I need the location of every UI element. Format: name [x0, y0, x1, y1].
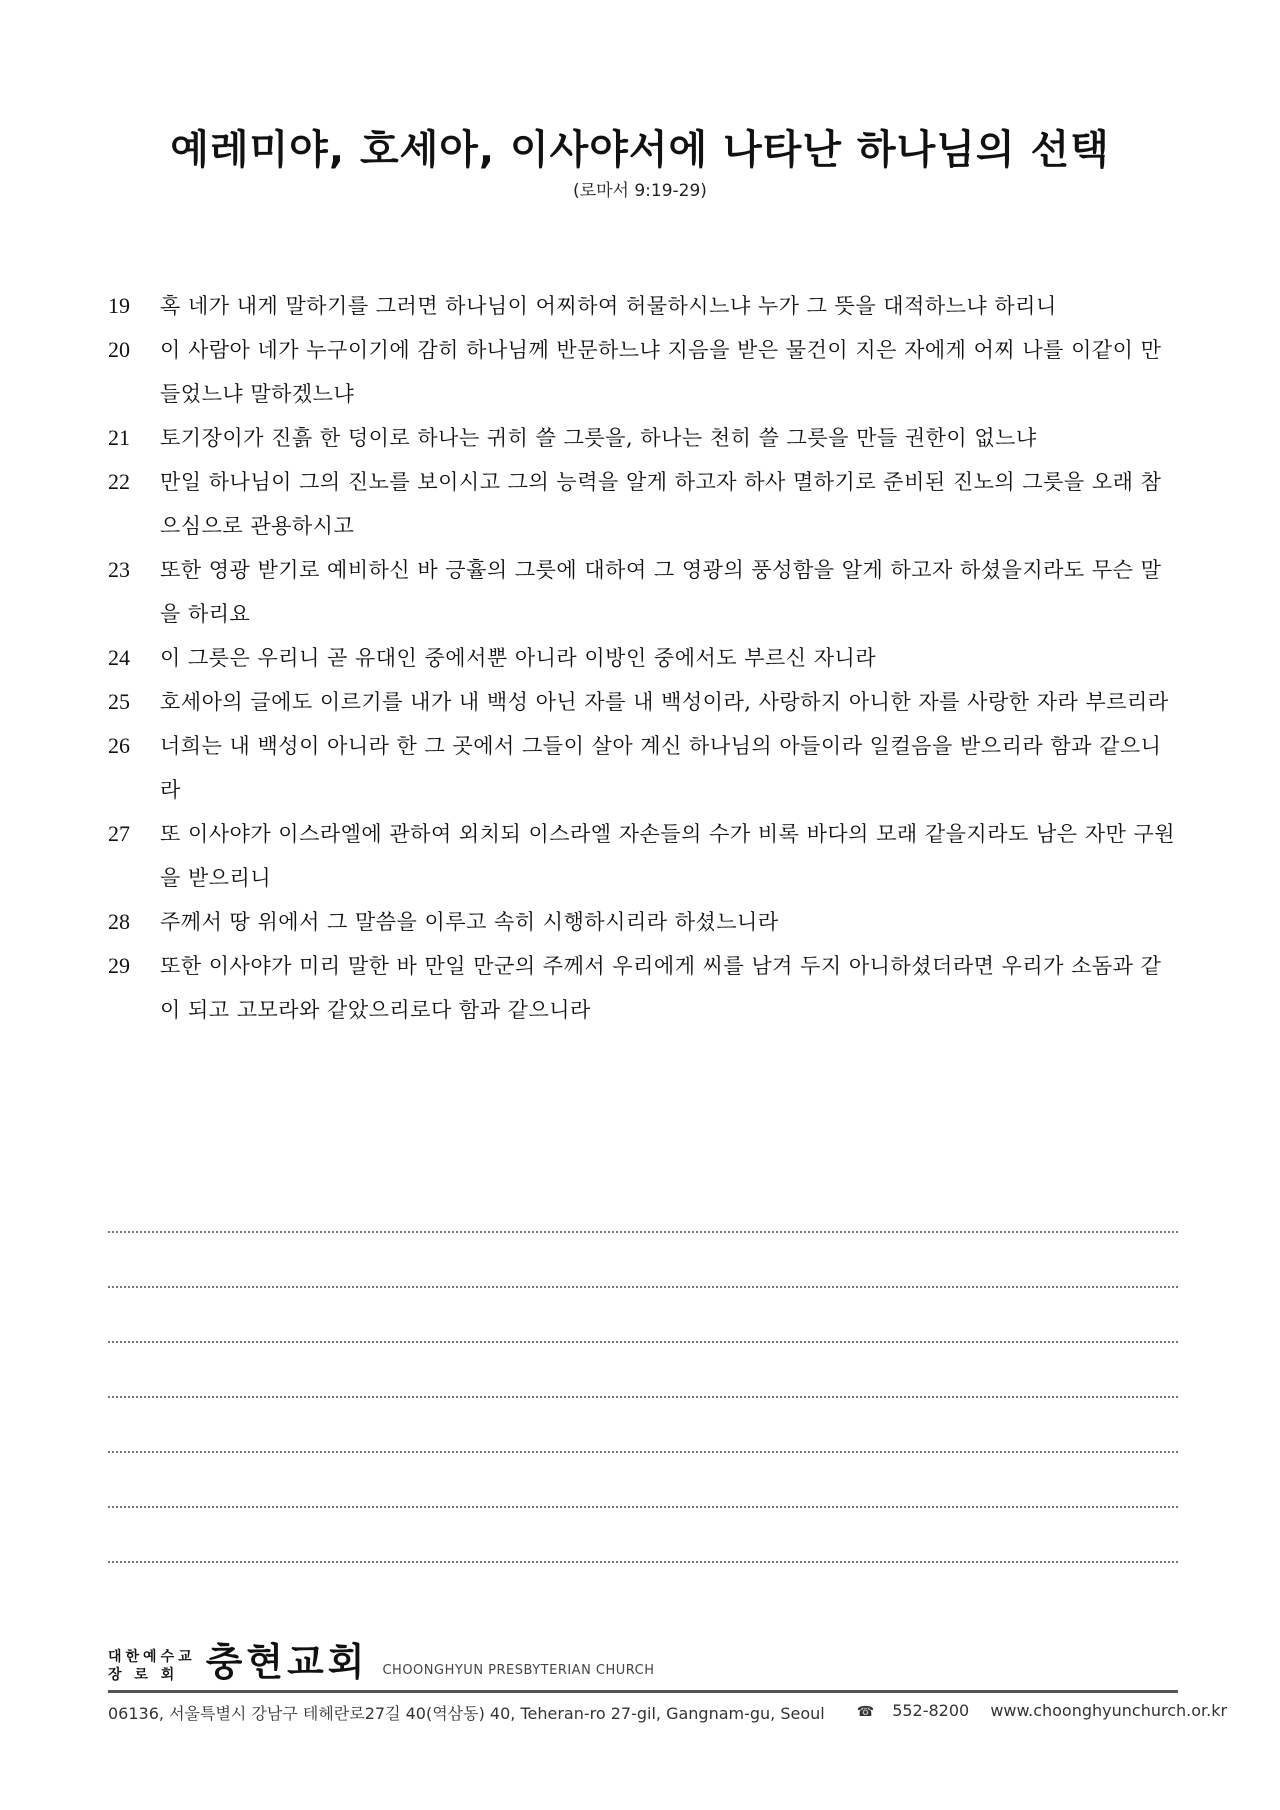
note-line [108, 1233, 1178, 1288]
verse-item [108, 284, 1178, 328]
verse-number: 27 [108, 821, 130, 846]
verse-item [108, 548, 1178, 636]
verse-number: 26 [108, 733, 130, 758]
verse-item [108, 680, 1178, 724]
denomination-label [108, 1648, 196, 1684]
verse-list [108, 284, 1178, 1032]
verse-number: 24 [108, 645, 130, 670]
note-line [108, 1398, 1178, 1453]
verse-item [108, 460, 1178, 548]
verse-number: 29 [108, 953, 130, 978]
contact-right [825, 1701, 1227, 1724]
note-line [108, 1288, 1178, 1343]
verse-number: 20 [108, 337, 130, 362]
verse-item [108, 724, 1178, 812]
verse-item [108, 416, 1178, 460]
verse-text: 또한 영광 받기로 예비하신 바 긍휼의 그릇에 대하여 그 영광의 풍성함을 알게 하고자 하셨을지라도 무슨 말을 하리요 [160, 558, 1162, 626]
verse-item [108, 328, 1178, 416]
church-name-english: CHOONGHYUN PRESBYTERIAN CHURCH [382, 1663, 655, 1678]
church-address: 06136, 서울특별시 강남구 테헤란로27길 40(역삼동) 40, Teheran-ro 27-gil, Gangnam-gu, Seoul [108, 1704, 825, 1723]
verse-text: 혹 네가 내게 말하기를 그러면 하나님이 어찌하여 허물하시느냐 누가 그 뜻을 대적하느냐 하리니 [160, 294, 1057, 318]
note-line [108, 1178, 1178, 1233]
verse-text: 또 이사야가 이스라엘에 관하여 외치되 이스라엘 자손들의 수가 비록 바다의 모래 같을지라도 남은 자만 구원을 받으리니 [160, 822, 1176, 890]
footer-divider [108, 1690, 1178, 1693]
verse-number: 25 [108, 689, 130, 714]
page-title: 예레미야, 호세아, 이사야서에 나타난 하나님의 선택 [170, 127, 1110, 173]
verse-text: 너희는 내 백성이 아니라 한 그 곳에서 그들이 살아 계신 하나님의 아들이라 일컬음을 받으리라 함과 같으니라 [160, 734, 1162, 802]
verse-number: 19 [108, 293, 130, 318]
verse-text: 이 그릇은 우리니 곧 유대인 중에서뿐 아니라 이방인 중에서도 부르신 자니라 [160, 646, 877, 670]
note-line [108, 1453, 1178, 1508]
verse-number: 21 [108, 425, 130, 450]
verse-number: 28 [108, 909, 130, 934]
note-line [108, 1343, 1178, 1398]
verse-text: 토기장이가 진흙 한 덩이로 하나는 귀히 쓸 그릇을, 하나는 천히 쓸 그릇을 만들 권한이 없느냐 [160, 426, 1037, 450]
verse-number: 23 [108, 557, 130, 582]
verse-text: 만일 하나님이 그의 진노를 보이시고 그의 능력을 알게 하고자 하사 멸하기로 준비된 진노의 그릇을 오래 참으심으로 관용하시고 [160, 470, 1162, 538]
phone-icon: ☎ [856, 1704, 875, 1720]
phone-group [841, 1701, 969, 1720]
verse-item [108, 636, 1178, 680]
verse-item [108, 900, 1178, 944]
footer [108, 1632, 1228, 1724]
church-name: 충현교회 [205, 1639, 369, 1684]
denomination-bottom: 장 로 회 [108, 1667, 179, 1683]
denomination-top: 대한예수교 [108, 1649, 196, 1665]
note-line [108, 1508, 1178, 1563]
verse-item [108, 944, 1178, 1032]
verse-number: 22 [108, 469, 130, 494]
church-logo [108, 1632, 1178, 1684]
notes-area [108, 1178, 1178, 1563]
contact-info [108, 1701, 1228, 1724]
scripture-reference: (로마서 9:19-29) [573, 181, 707, 201]
website-link[interactable]: www.choonghyunchurch.or.kr [990, 1701, 1228, 1720]
verse-text: 호세아의 글에도 이르기를 내가 내 백성 아닌 자를 내 백성이라, 사랑하지 아니한 자를 사랑한 자라 부르리라 [160, 690, 1169, 714]
verse-text: 또한 이사야가 미리 말한 바 만일 만군의 주께서 우리에게 씨를 남겨 두지 아니하셨더라면 우리가 소돔과 같이 되고 고모라와 같았으리로다 함과 같으니라 [160, 954, 1162, 1022]
verse-text: 주께서 땅 위에서 그 말씀을 이루고 속히 시행하시리라 하셨느니라 [160, 910, 779, 934]
verse-item [108, 812, 1178, 900]
phone-number: 552-8200 [892, 1701, 970, 1720]
verse-text: 이 사람아 네가 누구이기에 감히 하나님께 반문하느냐 지음을 받은 물건이 지은 자에게 어찌 나를 이같이 만들었느냐 말하겠느냐 [160, 338, 1162, 406]
